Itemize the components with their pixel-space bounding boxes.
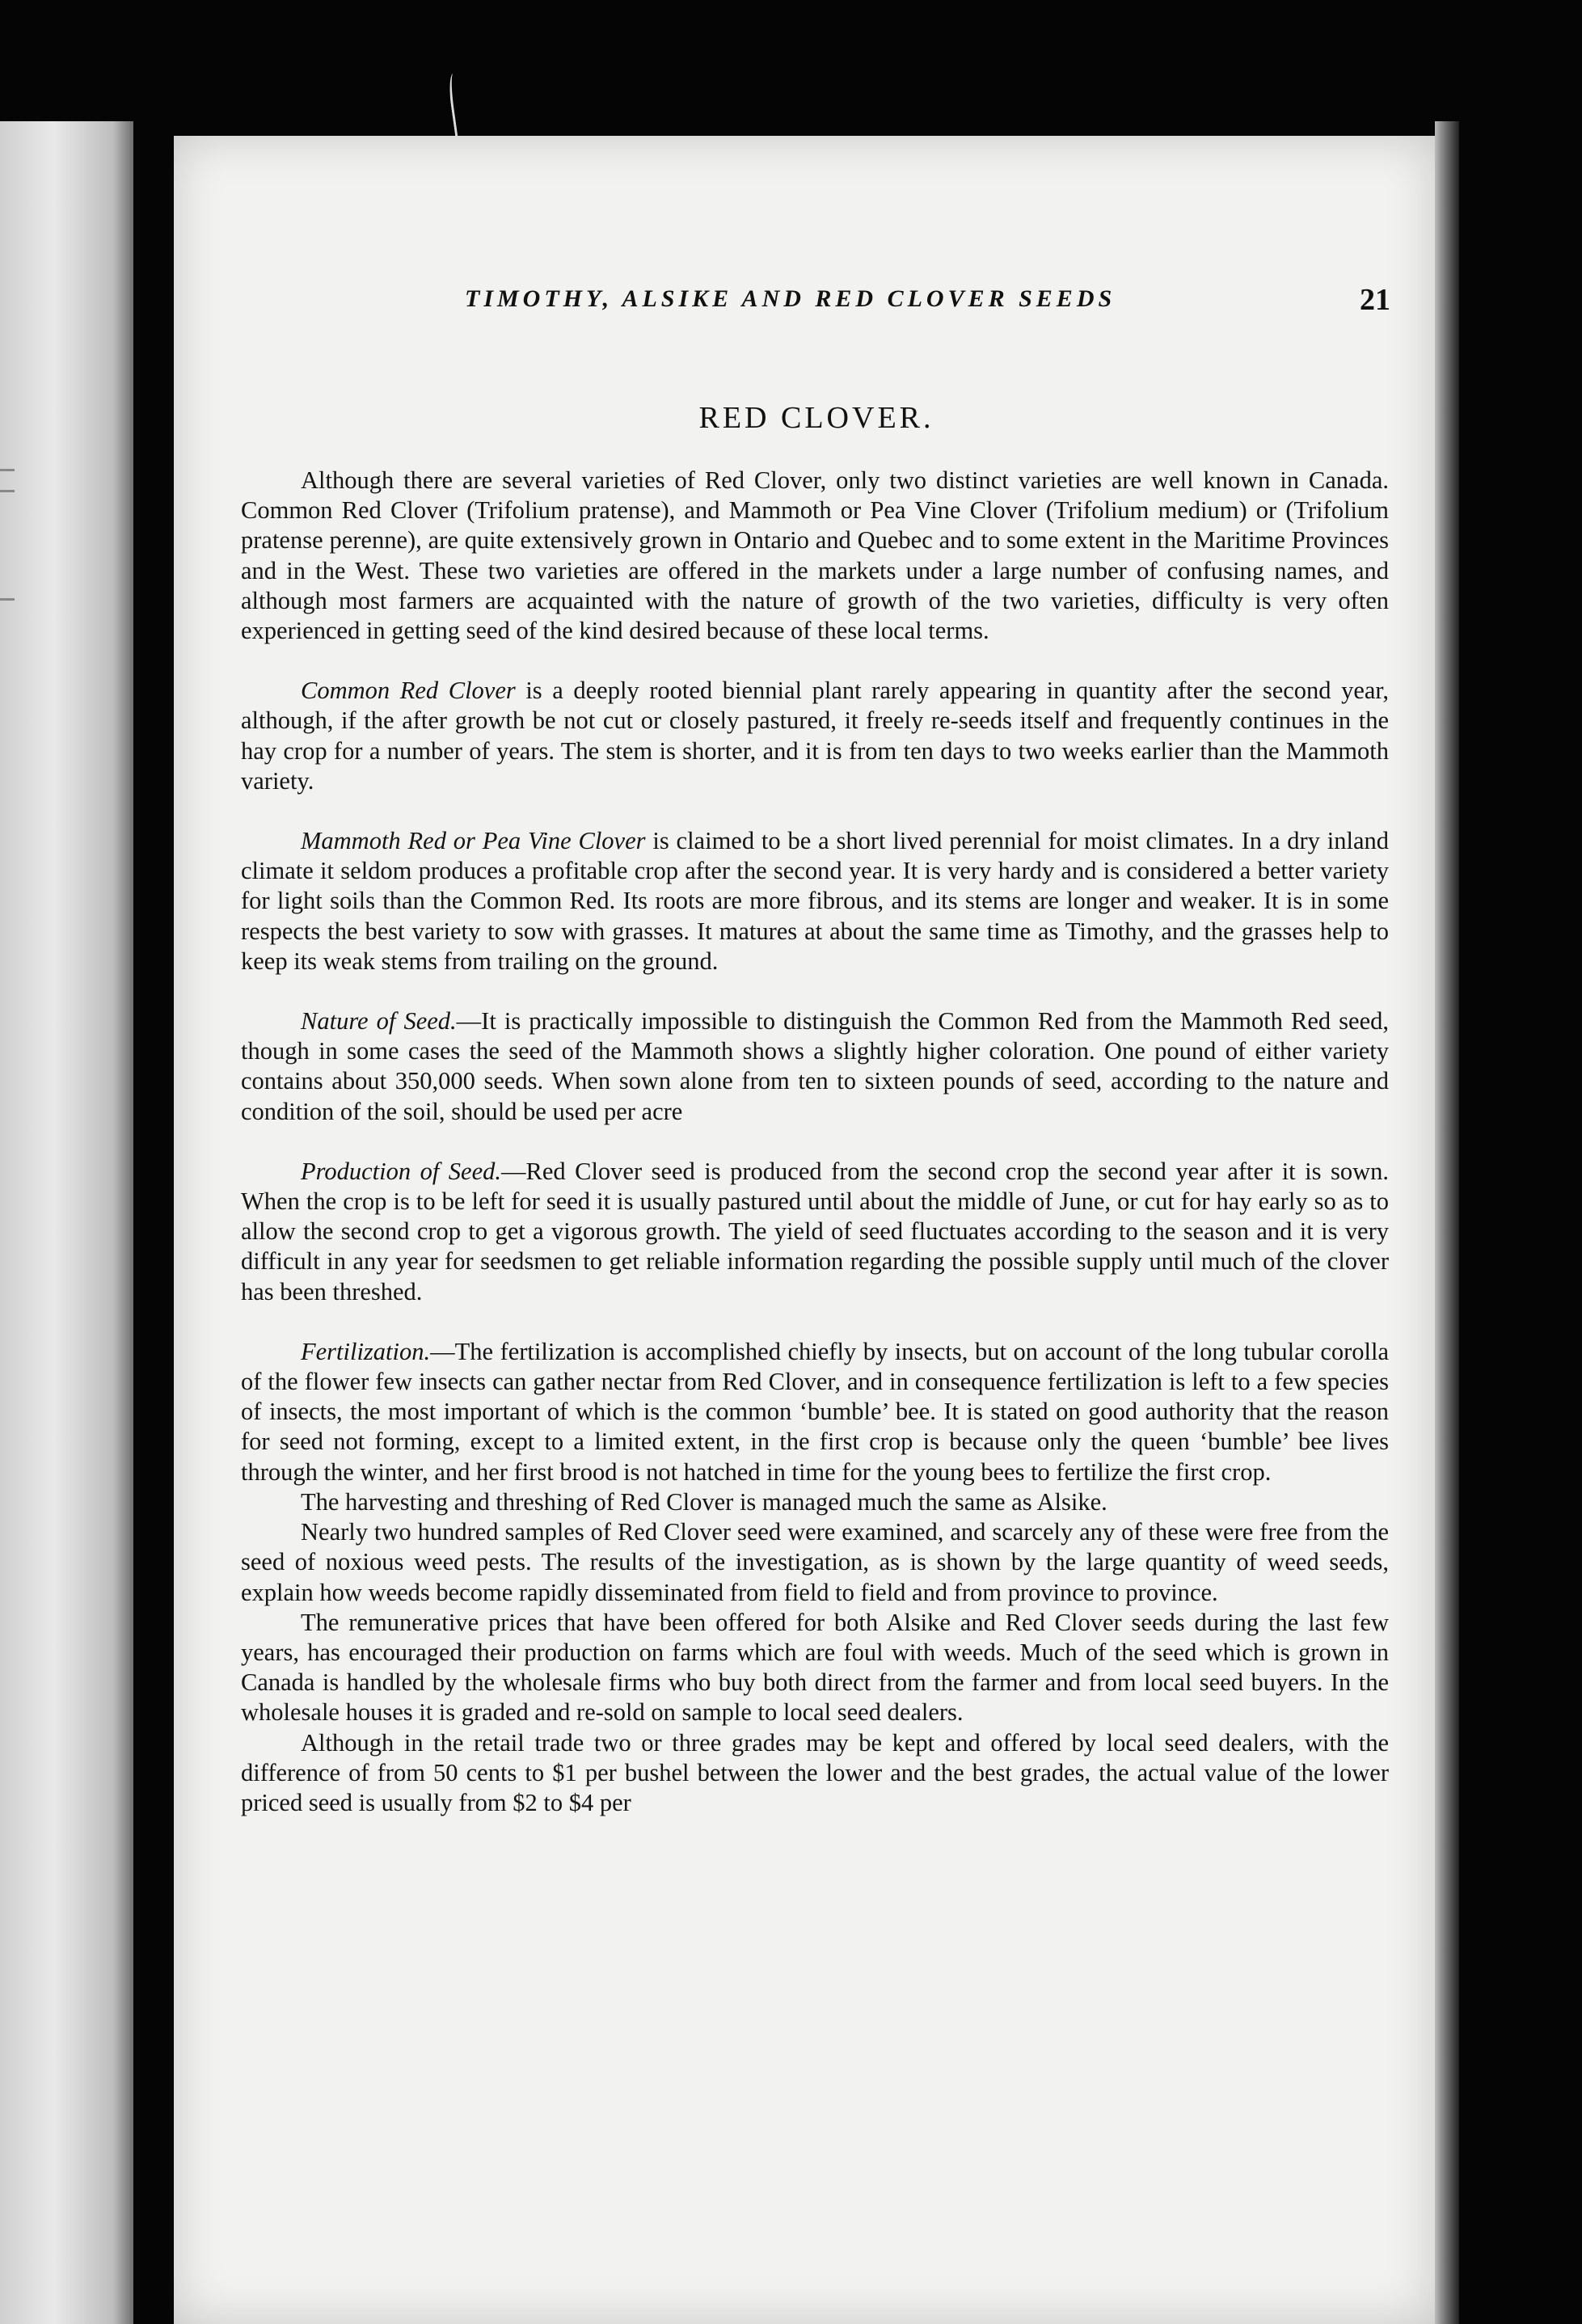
paragraph-lead: Mammoth Red or Pea Vine Clover <box>301 827 646 855</box>
page-shadow-edge <box>1435 121 1459 2324</box>
paragraph-lead: Production of Seed. <box>301 1157 501 1185</box>
paragraph-text: The remunerative prices that have been offered for both Alsike and Red Clover seeds during the last few years, has encouraged their production on farms which are foul with weeds. Much of the seed which is grown in Canada is handled by the wholesale firms who buy both direct from the farmer and from local seed buyers. In the wholesale houses it is graded and re-sold on sample to local seed dealers. <box>241 1608 1389 1727</box>
facing-page-mark <box>0 469 15 471</box>
paragraph-text: Although there are several varieties of Red Clover, only two distinct varieties are well known in Canada. Common Red Clover (Trifolium pratense), and Mammoth or Pea Vine Clover (Trifolium medium) or (Trifolium pratense perenne), are quite extensively grown in Ontario and Quebec and to some extent in the Maritime Provinces and in the West. These two varieties are offered in the markets under a large number of confusing names, and although most farmers are acquainted with the nature of growth of the two varieties, difficulty is very often experienced in getting seed of the kind desired because of these local terms. <box>241 466 1389 645</box>
paragraph <box>241 826 1389 976</box>
paragraph-text: The harvesting and threshing of Red Clover is managed much the same as Alsike. <box>301 1487 1107 1516</box>
paragraph-text: —Red Clover seed is produced from the second crop the second year after it is sown. When the crop is to be left for seed it is usually pastured until about the middle of June, or cut for hay early so as to allow the second crop to get a vigorous growth. The yield of seed fluctuates according to the season and it is very difficult in any year for seedsmen to get reliable information regarding the possible supply until much of the clover has been threshed. <box>241 1157 1389 1305</box>
paragraph-text: —It is practically impossible to distinguish the Common Red from the Mammoth Red seed, though in some cases the seed of the Mammoth shows a slightly higher coloration. One pound of either variety contains about 350,000 seeds. When sown alone from ten to sixteen pounds of seed, according to the nature and condition of the soil, should be used per acre <box>241 1007 1390 1125</box>
paragraph <box>241 1337 1389 1487</box>
paragraph <box>241 1517 1389 1608</box>
paragraph <box>241 676 1389 796</box>
facing-page-mark <box>0 598 15 601</box>
paragraph <box>241 1157 1389 1307</box>
page-number: 21 <box>1360 283 1390 317</box>
paragraph <box>241 1006 1389 1127</box>
running-head <box>291 285 1390 326</box>
paragraph-text: Nearly two hundred samples of Red Clover seed were examined, and scarcely any of these were free from the seed of noxious weed pests. The results of the investigation, as is shown by the large quantity of weed seeds, explain how weeds become rapidly disseminated from field to field and from province to province. <box>241 1518 1389 1606</box>
article-body <box>241 466 1389 1818</box>
running-title: TIMOTHY, ALSIKE AND RED CLOVER SEEDS <box>465 285 1116 312</box>
paragraph <box>241 1608 1389 1728</box>
paragraph-text: is claimed to be a short lived perennial for moist climates. In a dry inland climate it seldom produces a profitable crop after the second year. It is very hardy and is considered a better variety for light soils than the Common Red. Its roots are more fibrous, and its stems are longer and weaker. It is in some respects the best variety to sow with grasses. It matures at about the same time as Timothy, and the grasses help to keep its weak stems from trailing on the ground. <box>241 827 1390 975</box>
paragraph <box>241 1487 1389 1517</box>
paragraph-text: Although in the retail trade two or three grades may be kept and offered by local seed dealers, with the difference of from 50 cents to $1 per bushel between the lower and the best grades, the actual value of the lower priced seed is usually from $2 to $4 per <box>241 1728 1389 1816</box>
paragraph <box>241 466 1389 646</box>
facing-page-mark <box>0 490 15 492</box>
section-heading: RED CLOVER. <box>698 401 934 435</box>
paragraph-text: —The fertilization is accomplished chiefly by insects, but on account of the long tubular corolla of the flower few insects can gather nectar from Red Clover, and in consequence fertilization is left to a few species of insects, the most important of which is the common ‘bumble’ bee. It is stated on good authority that the reason for seed not forming, except to a limited extent, in the first crop is because only the queen ‘bumble’ bee lives through the winter, and her first brood is not hatched in time for the young bees to fertilize the first crop. <box>241 1337 1389 1486</box>
paragraph-lead: Fertilization. <box>301 1337 431 1365</box>
paragraph-lead: Nature of Seed. <box>301 1007 457 1035</box>
paragraph-text: is a deeply rooted biennial plant rarely appearing in quantity after the second year, although, if the after growth be not cut or closely pastured, it freely re-seeds itself and frequently continues in the hay crop for a number of years. The stem is shorter, and it is from ten days to two weeks earlier than the Mammoth variety. <box>241 677 1389 795</box>
paragraph <box>241 1728 1389 1819</box>
paragraph-lead: Common Red Clover <box>301 677 516 705</box>
facing-page-edge <box>0 121 133 2324</box>
